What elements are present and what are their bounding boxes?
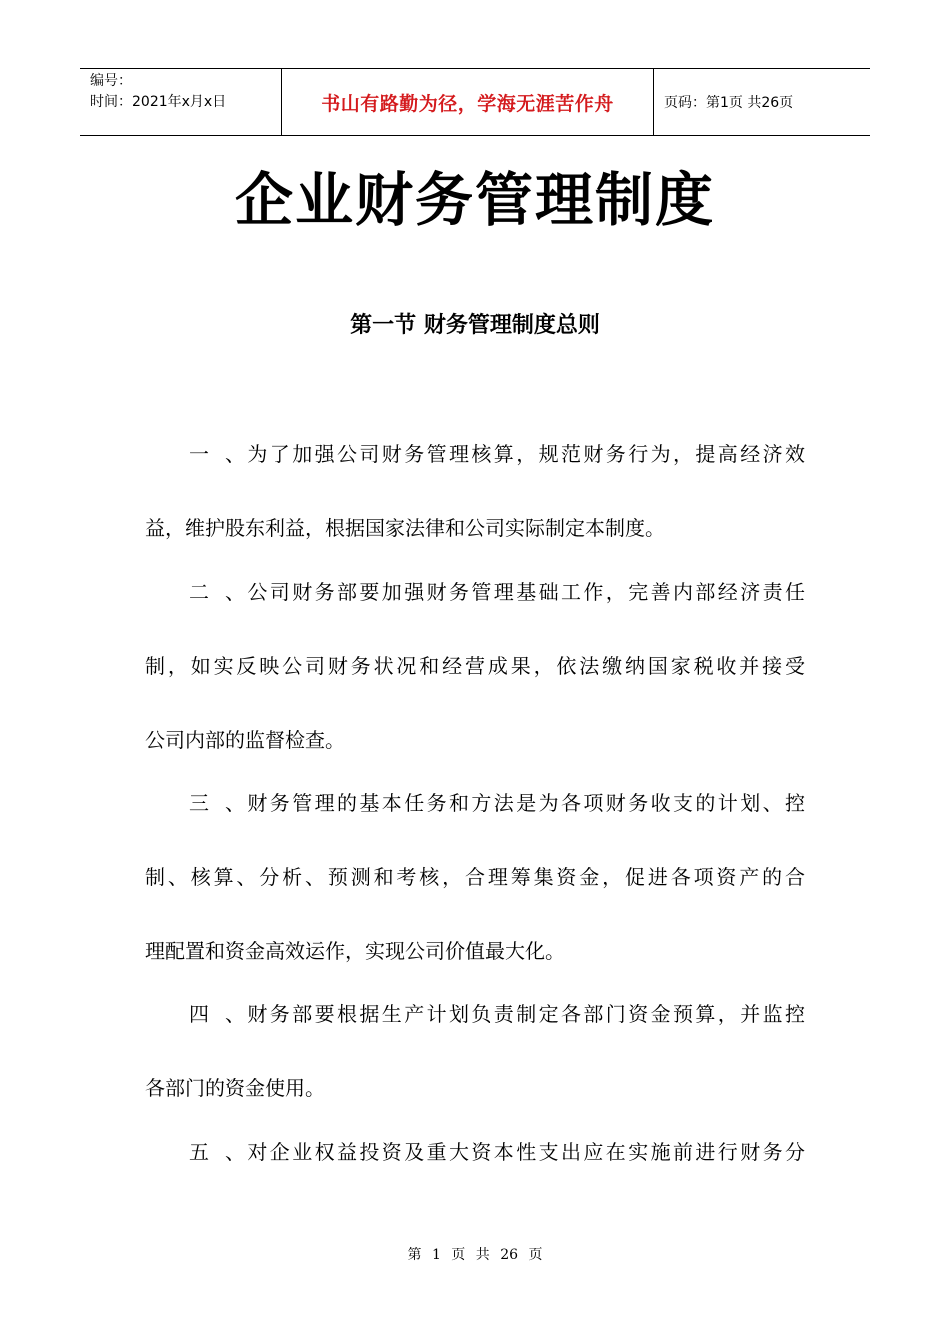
paragraph-line	[189, 788, 805, 818]
line-text: 公司财务部要加强财务管理基础工作，完善内部经济责任	[245, 580, 805, 604]
line-text: 财务部要根据生产计划负责制定各部门资金预算，并监控	[245, 1002, 805, 1026]
document-title: 企业财务管理制度	[234, 166, 715, 234]
page-header	[80, 68, 870, 136]
paragraph-line	[189, 999, 805, 1029]
paragraph-line	[189, 577, 805, 607]
item-number: 一、	[189, 442, 245, 466]
header-page-info: 页码：第1页 共26页	[664, 95, 794, 111]
line-text: 对企业权益投资及重大资本性支出应在实施前进行财务分	[245, 1140, 805, 1164]
item-number: 二、	[189, 580, 245, 604]
section-title: 第一节 财务管理制度总则	[350, 313, 600, 338]
item-number: 五、	[189, 1140, 245, 1164]
paragraph-line: 制、核算、分析、预测和考核，合理筹集资金，促进各项资产的合	[145, 865, 805, 889]
paragraph-line: 益，维护股东利益，根据国家法律和公司实际制定本制度。	[145, 516, 665, 540]
document-date-label: 时间：2021年x月x日	[90, 94, 227, 110]
paragraph-line: 理配置和资金高效运作，实现公司价值最大化。	[145, 939, 565, 963]
document-number-label: 编号：	[90, 73, 132, 89]
paragraph-line	[189, 439, 805, 469]
paragraph-line: 制，如实反映公司财务状况和经营成果，依法缴纳国家税收并接受	[145, 654, 805, 678]
page-footer: 第 1 页 共 26 页	[407, 1247, 543, 1263]
line-text: 为了加强公司财务管理核算，规范财务行为，提高经济效	[245, 442, 805, 466]
paragraph-line	[189, 1137, 805, 1167]
header-meta	[80, 69, 281, 135]
item-number: 三、	[189, 791, 245, 815]
paragraph-line: 各部门的资金使用。	[145, 1076, 325, 1100]
header-motto: 书山有路勤为径，学海无涯苦作舟	[281, 69, 654, 135]
item-number: 四、	[189, 1002, 245, 1026]
paragraph-line: 公司内部的监督检查。	[145, 728, 345, 752]
line-text: 财务管理的基本任务和方法是为各项财务收支的计划、控	[245, 791, 805, 815]
